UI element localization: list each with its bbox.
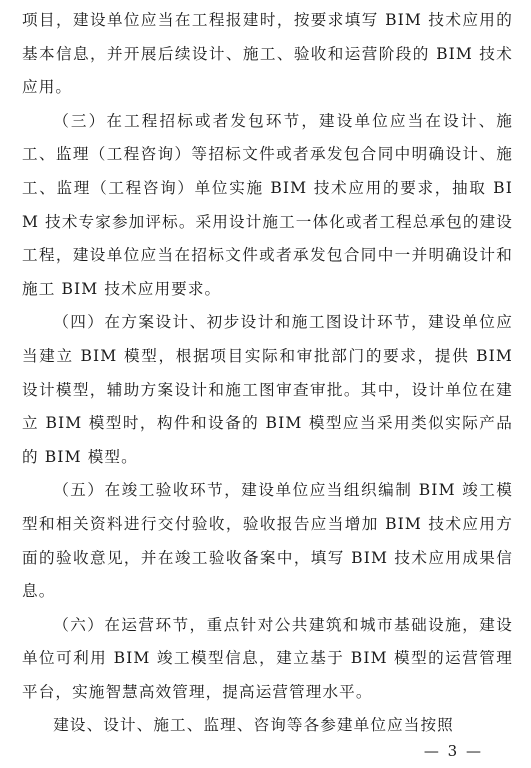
paragraph-section-6: （六）在运营环节，重点针对公共建筑和城市基础设施，建设单位可利用 BIM 竣工模型信息，建立基于 BIM 模型的运营管理平台，实施智慧高效管理，提高运营管理水平。 <box>22 615 513 701</box>
paragraph-section-3: （三）在工程招标或者发包环节，建设单位应当在设计、施工、监理（工程咨询）等招标文件或者承发包合同中明确设计、施工、监理（工程咨询）单位实施 BIM 技术应用的要求，抽取 BIM 技术专家参加评标。采用设计施工一体化或者工程总承包的建设工程，建设单位应当在招标文件或者承发包合同中一并明确设计和施工 BIM 技术应用要求。 <box>22 111 513 298</box>
paragraph-continuation: 项目，建设单位应当在工程报建时，按要求填写 BIM 技术应用的基本信息，并开展后续设计、施工、验收和运营阶段的 BIM 技术应用。 <box>22 11 513 97</box>
paragraph-final: 建设、设计、施工、监理、咨询等各参建单位应当按照 <box>53 716 454 735</box>
paragraph-section-4: （四）在方案设计、初步设计和施工图设计环节，建设单位应当建立 BIM 模型，根据项目实际和审批部门的要求，提供 BIM 设计模型，辅助方案设计和施工图审查审批。其中，设计单位在建立 BIM 模型时，构件和设备的 BIM 模型应当采用类似实际产品的 BIM 模型。 <box>22 313 513 466</box>
paragraph-section-5: （五）在竣工验收环节，建设单位应当组织编制 BIM 竣工模型和相关资料进行交付验收，验收报告应当增加 BIM 技术应用方面的验收意见，并在竣工验收备案中，填写 BIM 技术应用成果信息。 <box>22 481 513 601</box>
page-number: — 3 — <box>423 742 483 760</box>
